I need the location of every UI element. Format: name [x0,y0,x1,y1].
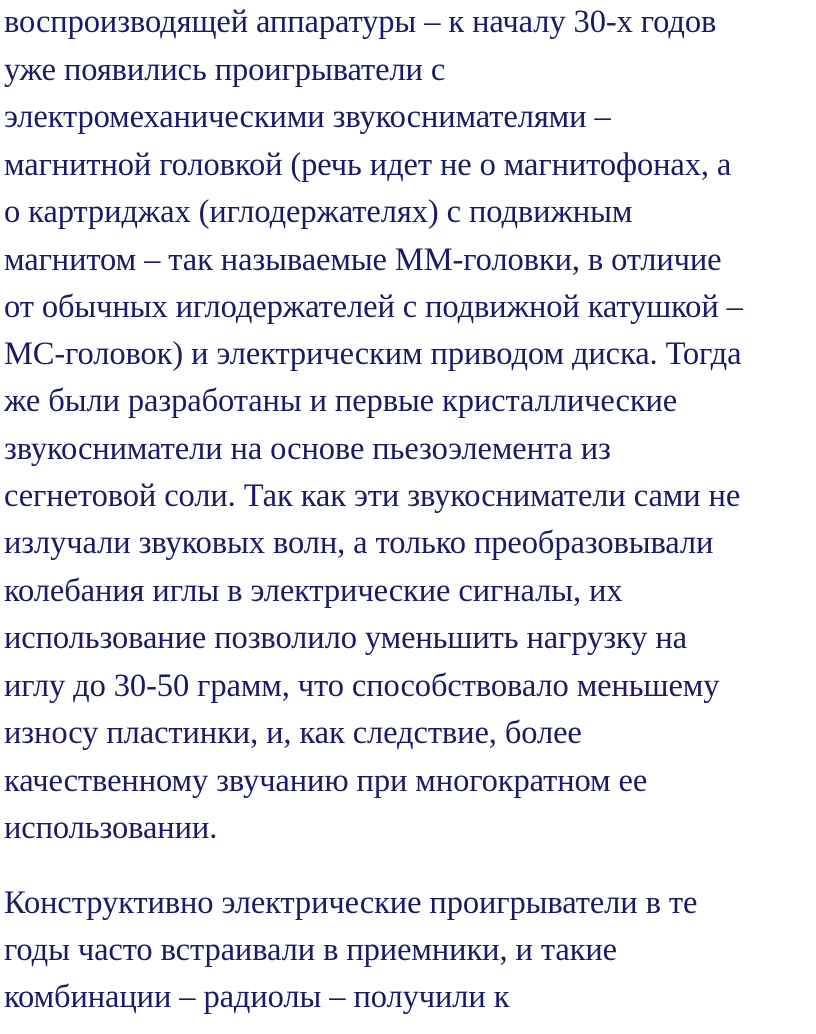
paragraph-1-line-9: же были разработаны и первые кристаллические [4,383,678,419]
paragraph-1-line-7: от обычных иглодержателей с подвижной катушкой – [4,289,743,325]
paragraph-1-line-5: о картриджах (иглодержателях) с подвижным [4,194,633,230]
paragraph-1-line-6: магнитом – так называемые ММ-головки, в отличие [4,242,722,278]
paragraph-1-line-15: иглу до 30-50 грамм, что способствовало меньшему [4,668,720,704]
paragraph-1-line-16: износу пластинки, и, как следствие, более [4,715,582,751]
paragraph-1-line-13: колебания иглы в электрические сигналы, их [4,573,623,609]
paragraph-2-line-3: комбинации – радиолы – получили к [4,979,510,1015]
paragraph-1-line-11: сегнетовой соли. Так как эти звукосниматели сами не [4,478,741,514]
paragraph-1-line-4: магнитной головкой (речь идет не о магнитофонах, а [4,147,732,183]
paragraph-1-line-3: электромеханическими звукоснимателями – [4,99,611,135]
paragraph-1-line-12: излучали звуковых волн, а только преобразовывали [4,525,714,561]
paragraph-2-line-1: Конструктивно электрические проигрыватели в те [4,885,698,921]
paragraph-1-line-8: МС-головок) и электрическим приводом диска. Тогда [4,336,742,372]
paragraph-1-line-10: звукосниматели на основе пьезоэлемента из [4,431,611,467]
paragraph-1-line-18: использовании. [4,810,218,846]
paragraph-1-line-14: использование позволило уменьшить нагрузку на [4,620,687,656]
paragraph-2-line-2: годы часто встраивали в приемники, и такие [4,932,617,968]
paragraph-1-line-17: качественному звучанию при многократном ее [4,763,648,799]
paragraph-1-line-1: воспроизводящей аппаратуры – к началу 30-х годов [4,4,717,40]
paragraph-1-line-2: уже появились проигрыватели с [4,52,446,88]
